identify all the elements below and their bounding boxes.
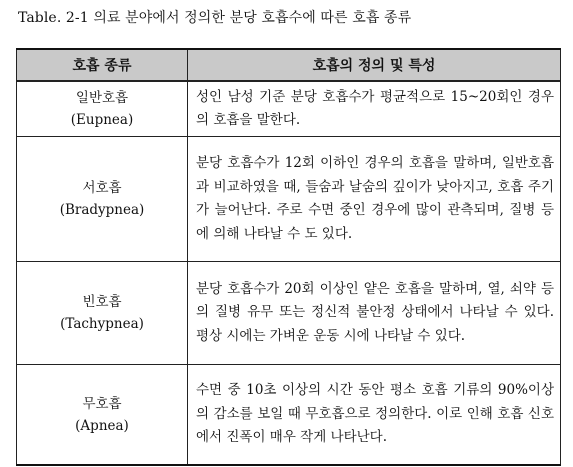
definition-cell: 분당 호흡수가 20회 이상인 얕은 호흡을 말하며, 열, 쇠약 등의 질병 유무 또는 정신적 불안정 상태에서 나타날 수 있다. 평상 시에는 가벼운 운동 시에 나타날 수 있다.: [188, 262, 561, 365]
breathing-type-korean: 무호흡: [82, 395, 122, 412]
header-breathing-type: 호흡 종류: [17, 49, 188, 81]
breathing-type-korean: 빈호흡: [82, 294, 122, 310]
breathing-type-cell: [17, 137, 188, 262]
table-header-row: [17, 49, 561, 81]
breathing-type-english: (Tachypnea): [60, 316, 144, 332]
table-caption: Table. 2-1 의료 분야에서 정의한 분당 호흡수에 따른 호흡 종류: [18, 10, 412, 26]
breathing-types-table: [16, 48, 561, 466]
table-row: [17, 81, 561, 137]
definition-cell: 성인 남성 기준 분당 호흡수가 평균적으로 15~20회인 경우의 호흡을 말한다.: [188, 81, 561, 137]
breathing-type-korean: 일반호흡: [75, 90, 129, 106]
breathing-type-korean: 서호흡: [82, 180, 122, 196]
table-row: [17, 365, 561, 466]
breathing-type-cell: [17, 262, 188, 365]
table-row: [17, 262, 561, 365]
breathing-type-cell: [17, 365, 188, 466]
breathing-type-english: (Apnea): [75, 417, 129, 434]
definition-cell: 수면 중 10초 이상의 시간 동안 평소 호흡 기류의 90%이상의 감소를 보일 때 무호흡으로 정의한다. 이로 인해 호흡 신호에서 진폭이 매우 작게 나타난다.: [188, 365, 561, 466]
breathing-type-english: (Eupnea): [70, 112, 134, 128]
table-row: [17, 137, 561, 262]
header-definition: 호흡의 정의 및 특성: [188, 49, 561, 81]
definition-cell: 분당 호흡수가 12회 이하인 경우의 호흡을 말하며, 일반호흡과 비교하였을 때, 들숨과 날숨의 깊이가 낮아지고, 호흡 주기가 늘어난다. 주로 수면 중인 경우에 많이 관측되며, 질병 등에 의해 나타날 수 도 있다.: [188, 137, 561, 262]
breathing-type-cell: [17, 81, 188, 137]
breathing-type-english: (Bradypnea): [59, 202, 145, 218]
